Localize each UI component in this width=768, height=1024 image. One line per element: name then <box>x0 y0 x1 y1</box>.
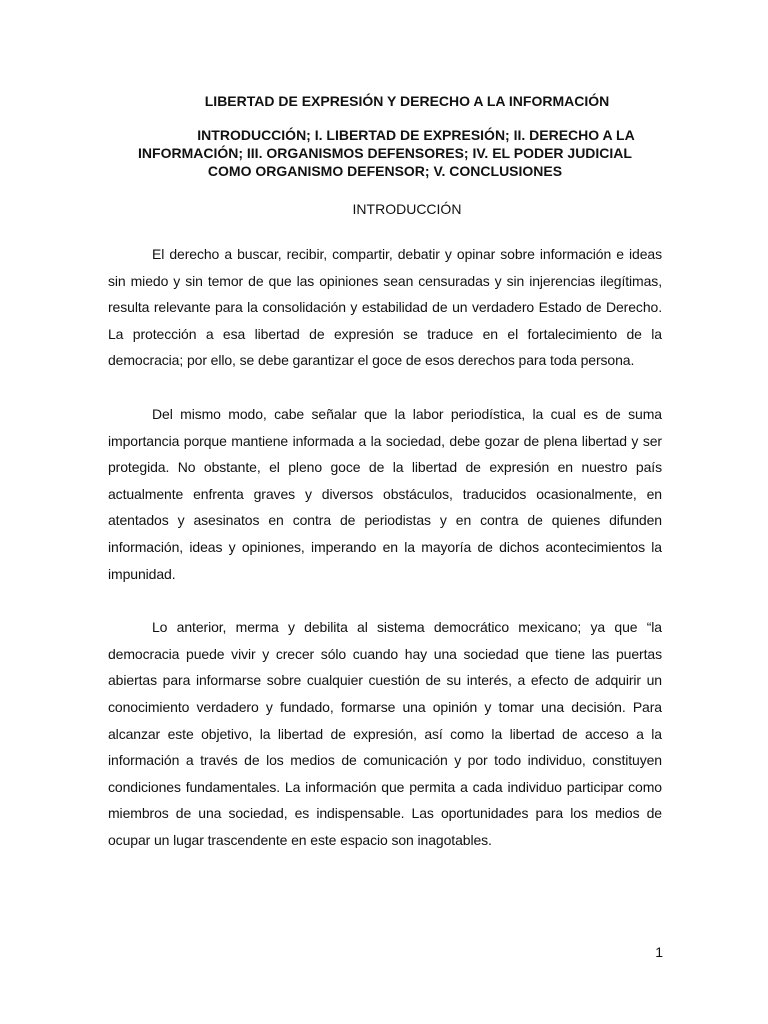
section-heading: INTRODUCCIÓN <box>352 201 462 217</box>
page-number: 1 <box>655 944 663 960</box>
document-title: LIBERTAD DE EXPRESIÓN Y DERECHO A LA INFORMACIÓN <box>204 93 610 109</box>
toc-line: COMO ORGANISMO DEFENSOR; V. CONCLUSIONES <box>207 163 563 179</box>
paragraph: El derecho a buscar, recibir, compartir, debatir y opinar sobre información e ideas sin miedo y sin temor de que las opiniones sean censuradas y sin injerencias ilegítimas, resulta relevante para la consolidación y estabilidad de un verdadero Estado de Derecho. La protección a esa libertad de expresión se traduce en el fortalecimiento de la democracia; por ello, se debe garantizar el goce de esos derechos para toda persona. <box>108 246 662 369</box>
body-text <box>108 241 662 880</box>
toc-line: INFORMACIÓN; III. ORGANISMOS DEFENSORES; IV. EL PODER JUDICIAL <box>138 145 632 161</box>
toc-line: INTRODUCCIÓN; I. LIBERTAD DE EXPRESIÓN; II. DERECHO A LA <box>197 127 635 143</box>
table-of-contents <box>108 126 662 180</box>
paragraph: Del mismo modo, cabe señalar que la labor periodística, la cual es de suma importancia porque mantiene informada a la sociedad, debe gozar de plena libertad y ser protegida. No obstante, el pleno goce de la libertad de expresión en nuestro país actualmente enfrenta graves y diversos obstáculos, traducidos ocasionalmente, en atentados y asesinatos en contra de periodistas y en contra de quienes difunden información, ideas y opiniones, imperando en la mayoría de dichos acontecimientos la impunidad. <box>108 405 662 582</box>
paragraph: Lo anterior, merma y debilita al sistema democrático mexicano; ya que “la democracia puede vivir y crecer sólo cuando hay una sociedad que tiene las puertas abiertas para informarse sobre cualquier cuestión de su interés, a efecto de adquirir un conocimiento verdadero y fundado, formarse una opinión y tomar una decisión. Para alcanzar este objetivo, la libertad de expresión, así como la libertad de acceso a la información a través de los medios de comunicación y por todo individuo, constituyen condiciones fundamentales. La información que permita a cada individuo participar como miembros de una sociedad, es indispensable. Las oportunidades para los medios de ocupar un lugar trascendente en este espacio son inagotables. <box>108 619 662 848</box>
